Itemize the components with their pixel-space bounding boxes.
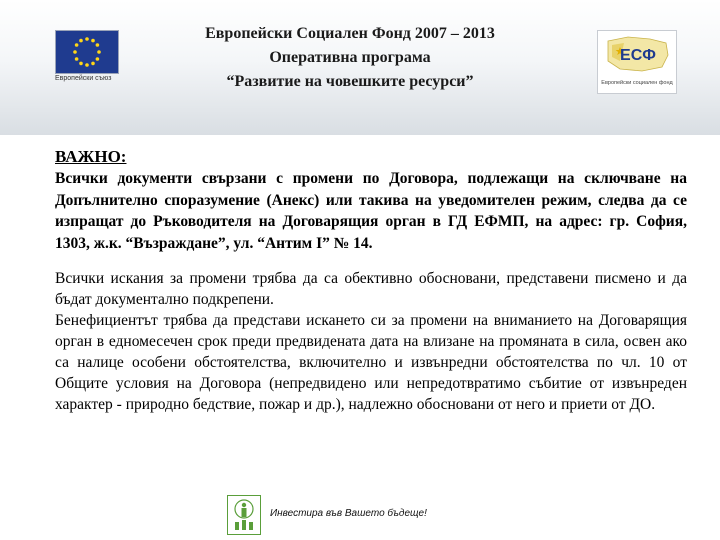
program-logo-graphic — [227, 495, 261, 535]
program-logo-icon — [227, 495, 261, 535]
paragraph-2: Бенефициентът трябва да представи искането си за промени на вниманието на Договарящия орган в едномесечен срок преди предвидената дата на влизане на промяната в сила, освен ако са налице особени обстоятелства, включително и извънредни обстоятелства по чл. 10 от Общите условия на Договора (непредвидено или непредотвратимо събитие от извънреден характер - природно бедствие, пожар и др.), надлежно обосновани от него и приети от ДО. — [55, 312, 687, 413]
eu-logo-caption: Европейски съюз — [55, 75, 112, 82]
important-text: Всички документи свързани с промени по Договора, подлежащи на сключване на Допълнително споразумение (Анекс) или такива на уведомителен режим, следва да се изпращат до Ръководителя на Договарящия орган в ГД ЕФМП, на адрес: гр. София, 1303, ж.к. “Възраждане”, ул. “Антим I” № 14. — [55, 170, 687, 252]
paragraph-1: Всички искания за промени трябва да са обективно обосновани, представени писмено и да бъдат документално подкрепени. — [55, 270, 687, 308]
eu-stars-icon — [56, 31, 118, 73]
eu-flag-icon — [55, 30, 119, 74]
esf-logo-icon — [598, 31, 676, 79]
eu-logo — [55, 30, 125, 88]
esf-logo-text: ЕСФ — [620, 47, 656, 64]
important-title: ВАЖНО: — [55, 147, 127, 166]
esf-logo-caption: Европейски социален фонд — [601, 80, 673, 86]
esf-logo — [597, 30, 677, 94]
main-content — [55, 146, 687, 415]
header-line-2: Оперативна програма — [269, 49, 431, 66]
footer-slogan: Инвестира във Вашето бъдеще! — [270, 508, 427, 519]
header-title — [140, 22, 560, 94]
header-line-1: Европейски Социален Фонд 2007 – 2013 — [205, 25, 495, 42]
header-line-3: “Развитие на човешките ресурси” — [226, 73, 474, 90]
